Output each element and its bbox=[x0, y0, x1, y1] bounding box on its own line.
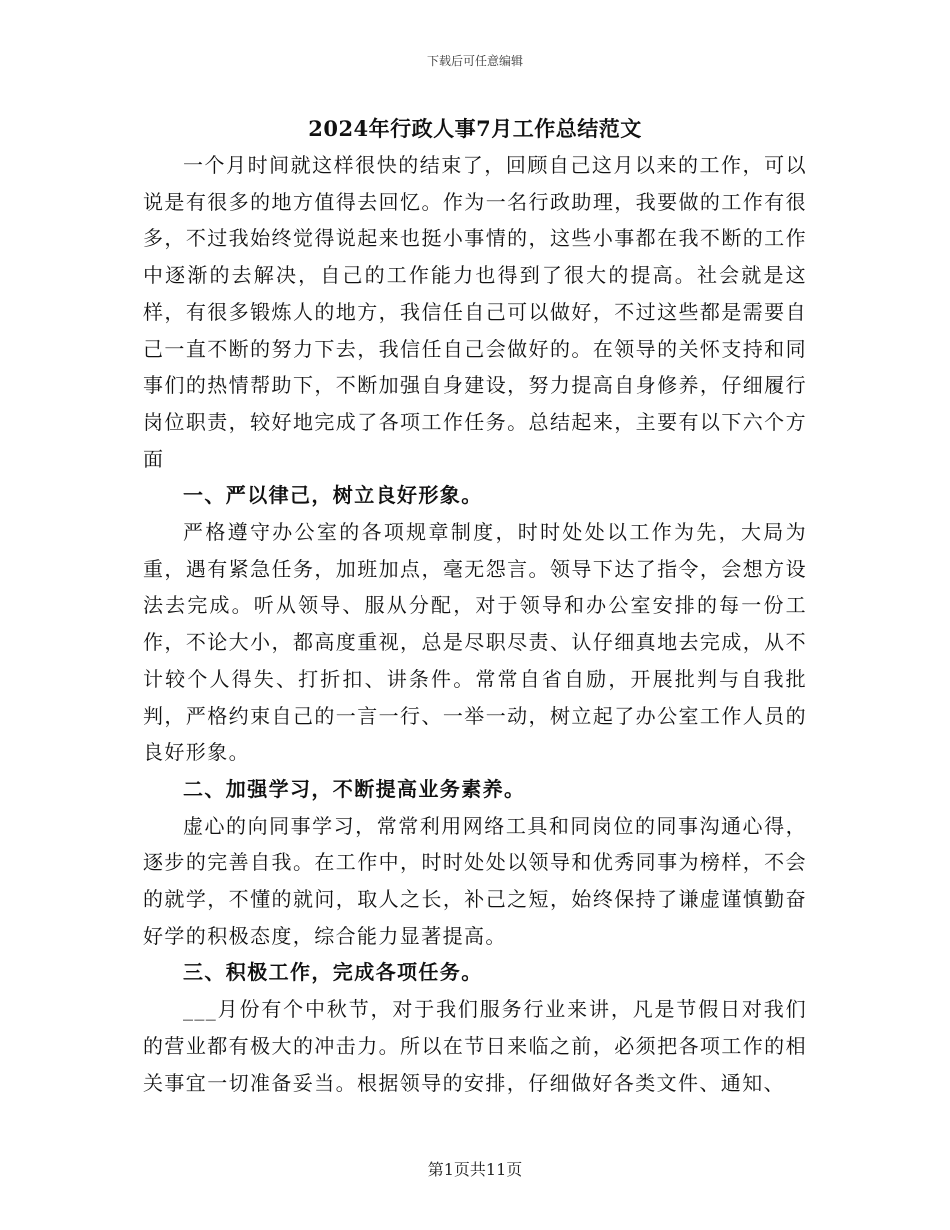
section-1-heading: 一、严以律己，树立良好形象。 bbox=[183, 483, 483, 508]
intro-paragraph: 一个月时间就这样很快的结束了，回顾自己这月以来的工作，可以说是有很多的地方值得去回忆。作为一名行政助理，我要做的工作有很多，不过我始终觉得说起来也挺小事情的，这些小事都在我不断的工作中逐渐的去解决，自己的工作能力也得到了很大的提高。社会就是这样，有很多锻炼人的地方，我信任自己可以做好，不过这些都是需要自己一直不断的努力下去，我信任自己会做好的。在领导的关怀支持和同事们的热情帮助下，不断加强自身建设，努力提高自身修养，仔细履行岗位职责，较好地完成了各项工作任务。总结起来，主要有以下六个方面 bbox=[143, 153, 807, 471]
section-1-paragraph: 严格遵守办公室的各项规章制度，时时处处以工作为先，大局为重，遇有紧急任务，加班加点，毫无怨言。领导下达了指令，会想方设法去完成。听从领导、服从分配，对于领导和办公室安排的每一份工作，不论大小，都高度重视，总是尽职尽责、认仔细真地去完成，从不计较个人得失、打折扣、讲条件。常常自省自励，开展批判与自我批判，严格约束自己的一言一行、一举一动，树立起了办公室工作人员的良好形象。 bbox=[143, 520, 807, 765]
page-footer-number: 第1页共11页 bbox=[427, 1160, 523, 1179]
section-2-paragraph: 虚心的向同事学习，常常利用网络工具和同岗位的同事沟通心得，逐步的完善自我。在工作中，时时处处以领导和优秀同事为榜样，不会的就学，不懂的就问，取人之长，补己之短，始终保持了谦虚谨慎勤奋好学的积极态度，综合能力显著提高。 bbox=[143, 813, 807, 948]
page-header-note: 下载后可任意编辑 bbox=[426, 54, 523, 68]
document-title: 2024年行政人事7月工作总结范文 bbox=[308, 116, 642, 141]
section-3-paragraph: ___月份有个中秋节，对于我们服务行业来讲，凡是节假日对我们的营业都有极大的冲击力。所以在节日来临之前，必须把各项工作的相关事宜一切准备妥当。根据领导的安排，仔细做好各类文件、通知、 bbox=[143, 997, 807, 1095]
section-3-heading: 三、积极工作，完成各项任务。 bbox=[183, 960, 483, 985]
document-body bbox=[143, 147, 807, 1101]
section-2-heading: 二、加强学习，不断提高业务素养。 bbox=[183, 776, 526, 801]
